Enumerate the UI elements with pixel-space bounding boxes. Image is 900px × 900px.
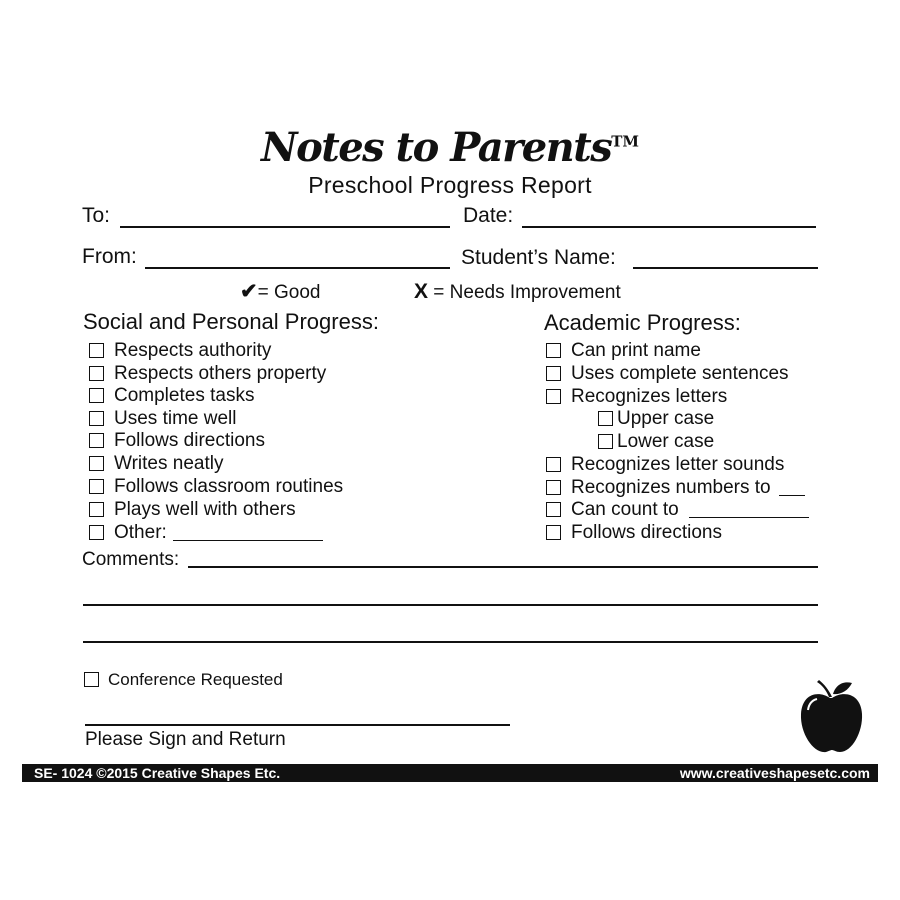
checkbox[interactable]: [546, 502, 561, 517]
apple-icon: [796, 676, 866, 756]
legend-good-text: = Good: [257, 282, 321, 303]
to-label: To:: [82, 204, 111, 227]
checkbox[interactable]: [598, 411, 613, 426]
social-item[interactable]: Uses time well: [89, 407, 236, 430]
from-label: From:: [82, 245, 137, 268]
trademark: TM: [611, 132, 639, 151]
social-item[interactable]: Completes tasks: [89, 384, 254, 407]
checkbox[interactable]: [546, 457, 561, 472]
social-item[interactable]: Writes neatly: [89, 452, 223, 475]
checkbox[interactable]: [89, 456, 104, 471]
checkbox[interactable]: [598, 434, 613, 449]
social-item[interactable]: Follows classroom routines: [89, 475, 343, 498]
academic-item[interactable]: Can count to: [546, 498, 809, 521]
footer-bar: [22, 764, 878, 782]
to-field[interactable]: [120, 226, 450, 228]
date-label: Date:: [463, 204, 514, 227]
academic-item[interactable]: Uses complete sentences: [546, 362, 789, 385]
checkbox[interactable]: [89, 411, 104, 426]
academic-subitem[interactable]: Lower case: [598, 430, 714, 453]
social-item[interactable]: Respects authority: [89, 339, 271, 362]
comments-line[interactable]: [83, 641, 818, 643]
checkbox[interactable]: [89, 388, 104, 403]
signature-line[interactable]: [85, 724, 510, 726]
count-to-field[interactable]: [689, 501, 809, 518]
comments-line[interactable]: [188, 566, 818, 568]
checkbox[interactable]: [89, 502, 104, 517]
academic-heading: Academic Progress:: [544, 310, 741, 335]
academic-subitem[interactable]: Upper case: [598, 407, 714, 430]
checkbox[interactable]: [89, 366, 104, 381]
conference-requested[interactable]: Conference Requested: [84, 668, 283, 691]
legend-good: [240, 279, 320, 304]
checkbox[interactable]: [89, 433, 104, 448]
student-name-label: Student’s Name:: [461, 246, 616, 269]
legend-needs-improvement: [414, 280, 621, 304]
other-field[interactable]: [173, 524, 323, 541]
student-name-field[interactable]: [633, 267, 818, 269]
checkbox[interactable]: [546, 480, 561, 495]
checkbox[interactable]: [546, 366, 561, 381]
academic-item[interactable]: Follows directions: [546, 521, 722, 544]
social-item[interactable]: Plays well with others: [89, 498, 296, 521]
checkbox[interactable]: [84, 672, 99, 687]
legend-needs-text: = Needs Improvement: [433, 282, 621, 303]
academic-item[interactable]: Can print name: [546, 339, 701, 362]
numbers-to-field[interactable]: [779, 479, 805, 496]
footer-copyright: SE- 1024 ©2015 Creative Shapes Etc.: [34, 765, 281, 781]
social-heading: Social and Personal Progress:: [83, 309, 379, 334]
from-field[interactable]: [145, 267, 450, 269]
form-subtitle: Preschool Progress Report: [308, 172, 592, 198]
checkbox[interactable]: [546, 525, 561, 540]
checkbox[interactable]: [89, 479, 104, 494]
date-field[interactable]: [522, 226, 816, 228]
comments-line[interactable]: [83, 604, 818, 606]
comments-label: Comments:: [82, 549, 180, 570]
checkbox[interactable]: [546, 389, 561, 404]
academic-item[interactable]: Recognizes letters: [546, 385, 727, 408]
signature-label: Please Sign and Return: [85, 729, 286, 750]
checkbox[interactable]: [89, 525, 104, 540]
social-item[interactable]: Follows directions: [89, 429, 265, 452]
academic-item[interactable]: Recognizes letter sounds: [546, 453, 784, 476]
checkbox[interactable]: [546, 343, 561, 358]
social-item-other[interactable]: Other:: [89, 521, 323, 544]
academic-item[interactable]: Recognizes numbers to: [546, 476, 805, 499]
form-title: Notes to Parents™: [261, 124, 639, 171]
footer-website: www.creativeshapesetc.com: [679, 765, 870, 781]
checkbox[interactable]: [89, 343, 104, 358]
checkmark-icon: ✔: [240, 280, 258, 303]
x-mark-icon: X: [414, 280, 429, 303]
social-item[interactable]: Respects others property: [89, 362, 326, 385]
